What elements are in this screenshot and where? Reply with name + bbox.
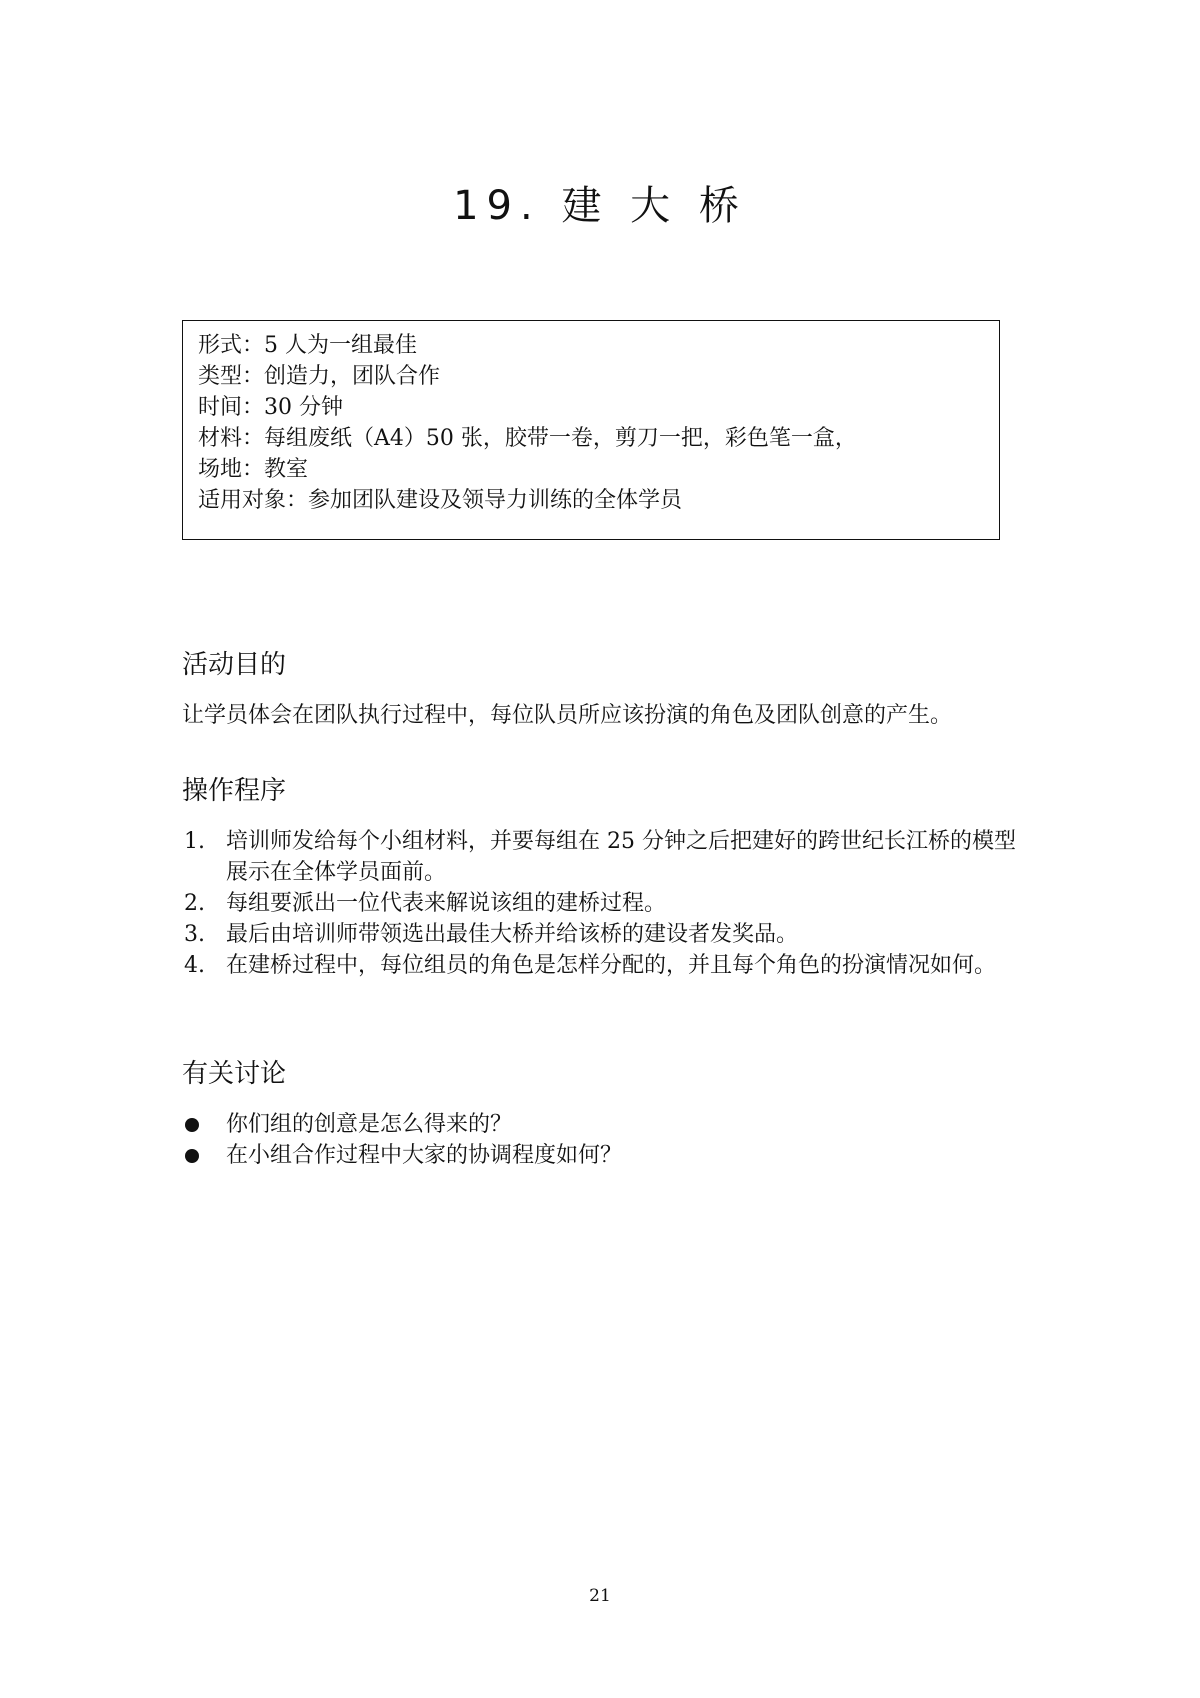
info-venue: 场地：教室 — [198, 457, 309, 482]
page-title: 19. 建 大 桥 — [453, 183, 747, 229]
discussion-item — [182, 1140, 1032, 1171]
bullet-icon — [185, 1118, 199, 1132]
step-number: 1. — [184, 829, 205, 854]
procedure-step — [182, 888, 1032, 919]
step-text: 每组要派出一位代表来解说该组的建桥过程。 — [226, 891, 667, 916]
procedure-step — [182, 950, 1032, 981]
discussion-heading: 有关讨论 — [182, 1059, 287, 1089]
procedure-heading: 操作程序 — [182, 776, 287, 806]
info-materials: 材料：每组废纸（A4）50 张，胶带一卷，剪刀一把，彩色笔一盒， — [198, 426, 857, 451]
procedure-steps — [182, 826, 1032, 981]
step-text: 培训师发给每个小组材料，并要每组在 25 分钟之后把建好的跨世纪长江桥的模型展示在全体学员面前。 — [226, 829, 1016, 885]
step-number: 2. — [184, 891, 205, 916]
purpose-heading: 活动目的 — [182, 650, 287, 680]
procedure-step — [182, 919, 1032, 950]
info-type: 类型：创造力，团队合作 — [198, 364, 441, 389]
bullet-icon — [185, 1149, 199, 1163]
procedure-step — [182, 826, 1032, 888]
info-audience: 适用对象：参加团队建设及领导力训练的全体学员 — [198, 488, 683, 513]
step-number: 4. — [184, 953, 205, 978]
activity-info-box — [182, 320, 1000, 540]
discussion-item — [182, 1109, 1032, 1140]
info-time: 时间：30 分钟 — [198, 395, 343, 420]
step-number: 3. — [184, 922, 205, 947]
page-number: 21 — [589, 1586, 611, 1606]
discussion-item-text: 你们组的创意是怎么得来的？ — [226, 1112, 513, 1137]
info-format: 形式：5 人为一组最佳 — [198, 333, 417, 358]
step-text: 在建桥过程中，每位组员的角色是怎样分配的，并且每个角色的扮演情况如何。 — [226, 953, 997, 978]
discussion-list — [182, 1109, 1032, 1171]
discussion-item-text: 在小组合作过程中大家的协调程度如何？ — [226, 1143, 623, 1168]
step-text: 最后由培训师带领选出最佳大桥并给该桥的建设者发奖品。 — [226, 922, 799, 947]
purpose-text: 让学员体会在团队执行过程中，每位队员所应该扮演的角色及团队创意的产生。 — [182, 703, 953, 728]
